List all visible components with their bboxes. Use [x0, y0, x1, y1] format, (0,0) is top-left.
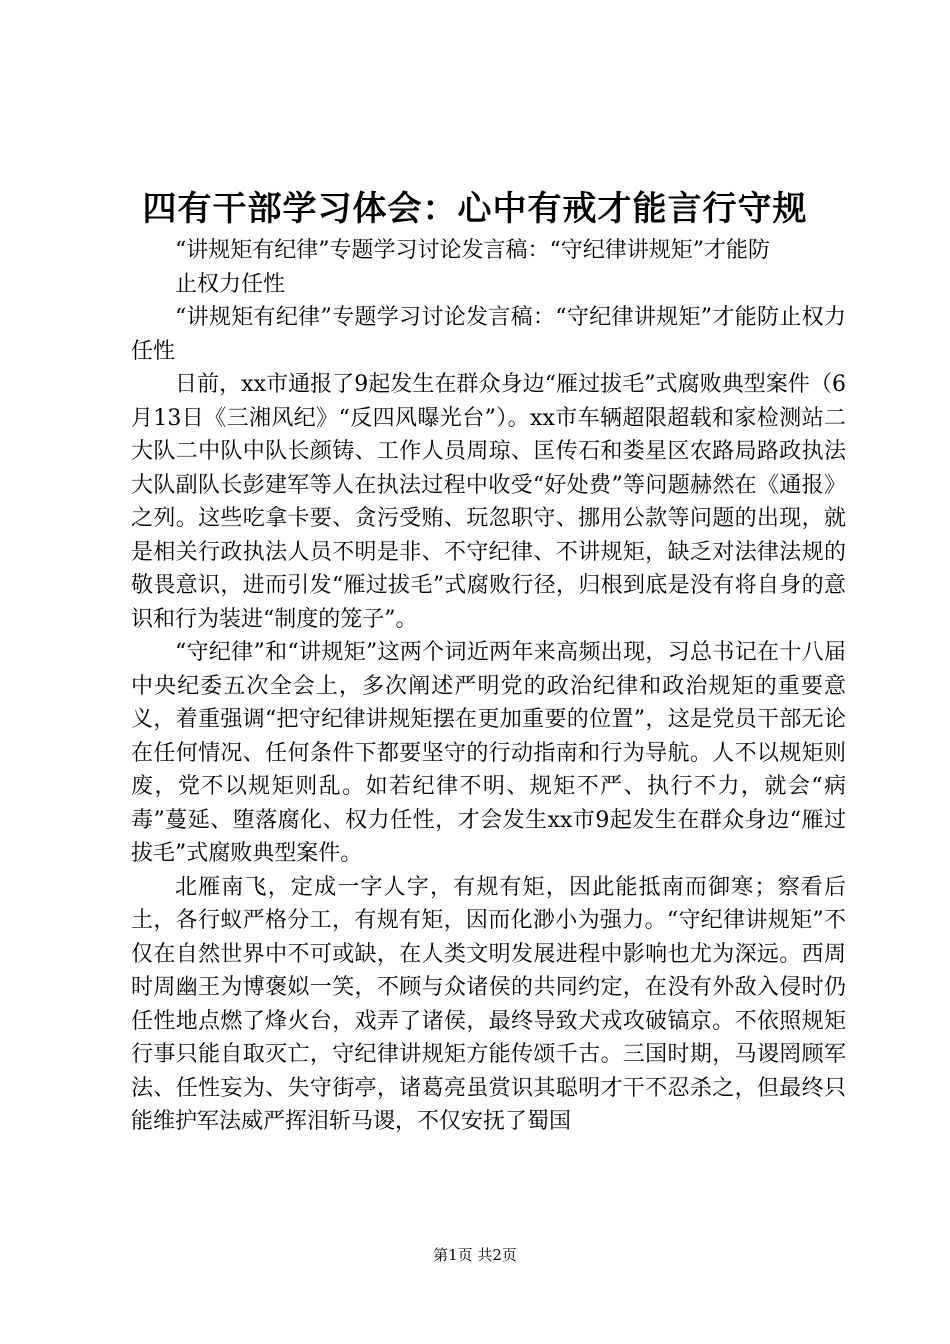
paragraph: “讲规矩有纪律”专题学习讨论发言稿：“守纪律讲规矩”才能防 [175, 238, 770, 263]
paragraph: 止权力任性 [175, 271, 286, 297]
paragraph: 日前，xx市通报了9起发生在群众身边“雁过拔毛”式腐败典型案件（6月13日《三湘风纪》“反四风曝光台”）。xx市车辆超限超载和家检测站二大队二中队中队长颜铸、工作人员周琼、匡传石和娄星区农路局路政执法大队副队长彭建军等人在执法过程中收受“好处费”等问题赫然在《通报》之列。这些吃拿卡要、贪污受贿、玩忽职守、挪用公款等问题的出现，就是相关行政执法人员不明是非、不守纪律、不讲规矩，缺乏对法律法规的敬畏意识，进而引发“雁过拔毛”式腐败行径，归根到底是没有将自身的意识和行为装进“制度的笼子”。 [131, 372, 846, 632]
page-footer: 第1页 共2页 [433, 1246, 517, 1264]
document-title: 四有干部学习体会：心中有戒才能言行守规 [142, 189, 808, 229]
paragraph: 北雁南飞，定成一字人字，有规有矩，因此能抵南而御寒；察看后土，各行蚁严格分工，有规有矩，因而化渺小为强力。“守纪律讲规矩”不仅在自然世界中不可或缺，在人类文明发展进程中影响也尤为深远。西周时周幽王为博褒姒一笑，不顾与众诸侯的共同约定，在没有外敌入侵时仍任性地点燃了烽火台，戏弄了诸侯，最终导致犬戎攻破镐京。不依照规矩行事只能自取灭亡，守纪律讲规矩方能传颂千古。三国时期，马谡罔顾军法、任性妄为、失守街亭，诸葛亮虽赏识其聪明才干不忍杀之，但最终只能维护军法威严挥泪斩马谡，不仅安抚了蜀国 [131, 874, 846, 1134]
paragraph: “守纪律”和“讲规矩”这两个词近两年来高频出现，习总书记在十八届中央纪委五次全会上，多次阐述严明党的政治纪律和政治规矩的重要意义，着重强调“把守纪律讲规矩摆在更加重要的位置”，这是党员干部无论在任何情况、任何条件下都要坚守的行动指南和行为导航。人不以规矩则废，党不以规矩则乱。如若纪律不明、规矩不严、执行不力，就会“病毒”蔓延、堕落腐化、权力任性，才会发生xx市9起发生在群众身边“雁过拔毛”式腐败典型案件。 [131, 640, 846, 866]
document-body [131, 234, 846, 1139]
paragraph: “讲规矩有纪律”专题学习讨论发言稿：“守纪律讲规矩”才能防止权力任性 [131, 305, 846, 364]
